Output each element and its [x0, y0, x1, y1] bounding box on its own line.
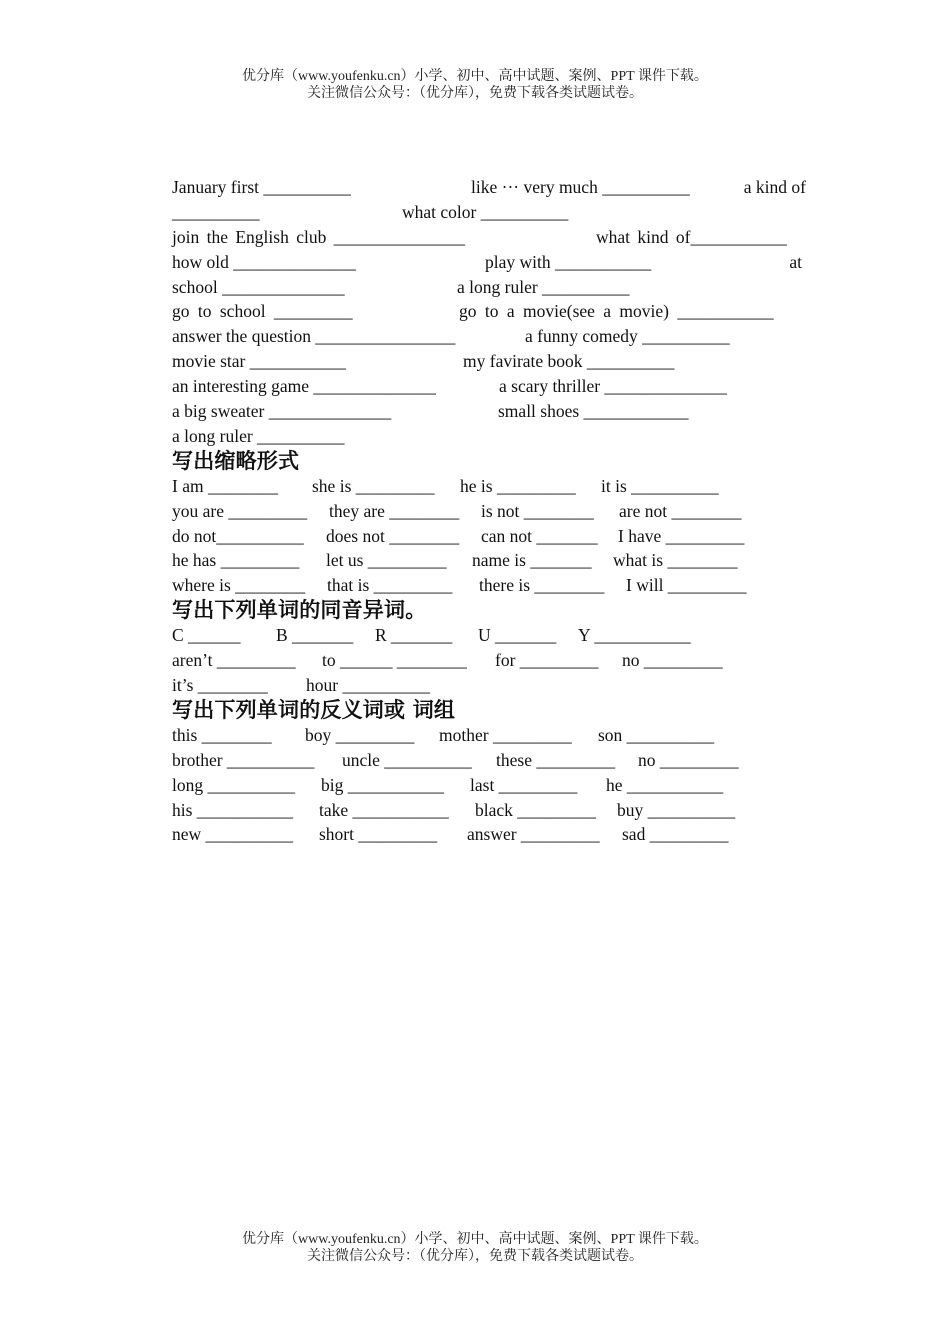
header-line-2: 关注微信公众号：（优分库），免费下载各类试题试卷。 [307, 86, 643, 101]
homophone-item: B _______ [276, 625, 354, 646]
antonym-item: these _________ [496, 749, 616, 770]
phrase-item: school ______________ [172, 276, 345, 297]
antonym-row [172, 822, 808, 847]
phrase-item: my favirate book __________ [463, 351, 675, 372]
phrase-item: small shoes ____________ [498, 401, 689, 422]
header-line-1: 优分库（www.youfenku.cn）小学、初中、高中试题、案例、PPT 课件下载。 [242, 69, 708, 84]
phrase-row-3 [172, 225, 808, 250]
antonym-item: short _________ [319, 824, 438, 845]
phrase-item: go to school _________ [172, 301, 353, 322]
page-footer [0, 1231, 950, 1265]
homophone-item: to ______ ________ [322, 650, 467, 671]
phrase-row-10 [172, 399, 808, 424]
phrase-row-2 [172, 200, 808, 225]
contraction-row [172, 524, 808, 549]
contraction-item: where is ________ [172, 575, 306, 596]
contraction-item: that is _________ [327, 575, 453, 596]
contraction-row [172, 548, 808, 573]
phrase-item: join the English club _______________ [172, 226, 465, 247]
antonym-item: black _________ [475, 799, 597, 820]
antonym-item: no _________ [638, 749, 739, 770]
contraction-item: there is ________ [479, 575, 605, 596]
antonym-item: take ___________ [319, 799, 449, 820]
contraction-item: does not ________ [326, 525, 460, 546]
contraction-row [172, 573, 808, 598]
contraction-row [172, 499, 808, 524]
antonym-item: answer _________ [467, 824, 600, 845]
footer-line-2: 关注微信公众号：（优分库），免费下载各类试题试卷。 [307, 1249, 643, 1264]
contraction-item: what is ________ [613, 550, 738, 571]
contraction-item: let us _________ [326, 550, 447, 571]
phrase-item: what color __________ [402, 201, 569, 222]
contraction-item: I have _________ [618, 525, 745, 546]
phrase-item: a funny comedy __________ [525, 326, 730, 347]
section-title-antonyms: 写出下列单词的反义词或 词组 [172, 697, 456, 722]
antonym-item: boy _________ [305, 724, 415, 745]
contraction-item: are not ________ [619, 500, 742, 521]
antonym-item: big ___________ [321, 774, 444, 795]
antonym-item: mother _________ [439, 724, 572, 745]
phrase-row-8 [172, 349, 808, 374]
homophone-item: it’s ________ [172, 675, 268, 696]
contraction-item: you are _________ [172, 500, 308, 521]
phrase-item: a long ruler __________ [457, 276, 630, 297]
antonym-item: this ________ [172, 724, 272, 745]
page-header [0, 68, 950, 102]
phrase-item: a kind of [743, 177, 806, 197]
homophone-row [172, 623, 808, 648]
phrase-item: a scary thriller ______________ [499, 376, 727, 397]
antonym-row [172, 723, 808, 748]
contraction-item: I am ________ [172, 475, 278, 496]
homophone-item: U _______ [478, 625, 557, 646]
worksheet-body [172, 175, 808, 847]
phrase-row-5 [172, 275, 808, 300]
phrase-item: at [789, 251, 802, 272]
phrase-item: like ··· very much __________ [471, 177, 690, 197]
phrase-item: play with ___________ [485, 251, 652, 272]
antonym-item: long __________ [172, 774, 295, 795]
phrase-item: an interesting game ______________ [172, 376, 436, 397]
phrase-row-6 [172, 299, 808, 324]
antonym-item: his ___________ [172, 799, 294, 820]
phrase-item: a big sweater ______________ [172, 401, 392, 422]
contraction-item: name is _______ [472, 550, 592, 571]
homophone-row [172, 673, 808, 698]
antonym-item: buy __________ [617, 799, 736, 820]
phrase-item: a long ruler __________ [172, 425, 345, 446]
antonym-item: brother __________ [172, 749, 315, 770]
homophone-item: C ______ [172, 625, 241, 646]
phrase-item: answer the question ________________ [172, 326, 456, 347]
contraction-item: do not__________ [172, 525, 304, 546]
phrase-row-1 [172, 175, 808, 200]
homophone-item: aren’t _________ [172, 650, 296, 671]
contraction-row [172, 474, 808, 499]
contraction-item: he has _________ [172, 550, 300, 571]
homophone-item: Y ___________ [578, 625, 691, 646]
homophone-row [172, 648, 808, 673]
antonym-row [172, 748, 808, 773]
homophone-item: R _______ [375, 625, 453, 646]
phrase-item: what kind of___________ [596, 226, 787, 247]
antonym-item: uncle __________ [342, 749, 472, 770]
homophone-item: no _________ [622, 650, 723, 671]
contraction-item: can not _______ [481, 525, 598, 546]
contraction-item: it is __________ [601, 475, 719, 496]
phrase-row-11 [172, 424, 808, 449]
phrase-row-7 [172, 324, 808, 349]
homophone-item: hour __________ [306, 675, 430, 696]
contraction-item: I will _________ [626, 575, 747, 596]
phrase-item: __________ [172, 201, 260, 222]
antonym-row [172, 773, 808, 798]
antonym-item: son __________ [598, 724, 715, 745]
antonym-item: new __________ [172, 824, 294, 845]
homophone-item: for _________ [495, 650, 599, 671]
section-title-homophones: 写出下列单词的同音异词。 [172, 598, 427, 623]
section-title-contractions: 写出缩略形式 [172, 448, 300, 473]
contraction-item: is not ________ [481, 500, 594, 521]
antonym-row [172, 798, 808, 823]
antonym-item: sad _________ [622, 824, 729, 845]
contraction-item: he is _________ [460, 475, 576, 496]
antonym-item: he ___________ [606, 774, 724, 795]
phrase-item: movie star ___________ [172, 351, 347, 372]
phrase-row-4 [172, 250, 808, 275]
phrase-item: January first __________ [172, 177, 351, 197]
antonym-item: last _________ [470, 774, 578, 795]
contraction-item: she is _________ [312, 475, 435, 496]
phrase-item: how old ______________ [172, 251, 356, 272]
contraction-item: they are ________ [329, 500, 460, 521]
footer-line-1: 优分库（www.youfenku.cn）小学、初中、高中试题、案例、PPT 课件下载。 [242, 1232, 708, 1247]
phrase-row-9 [172, 374, 808, 399]
phrase-item: go to a movie(see a movie) ___________ [459, 301, 774, 322]
